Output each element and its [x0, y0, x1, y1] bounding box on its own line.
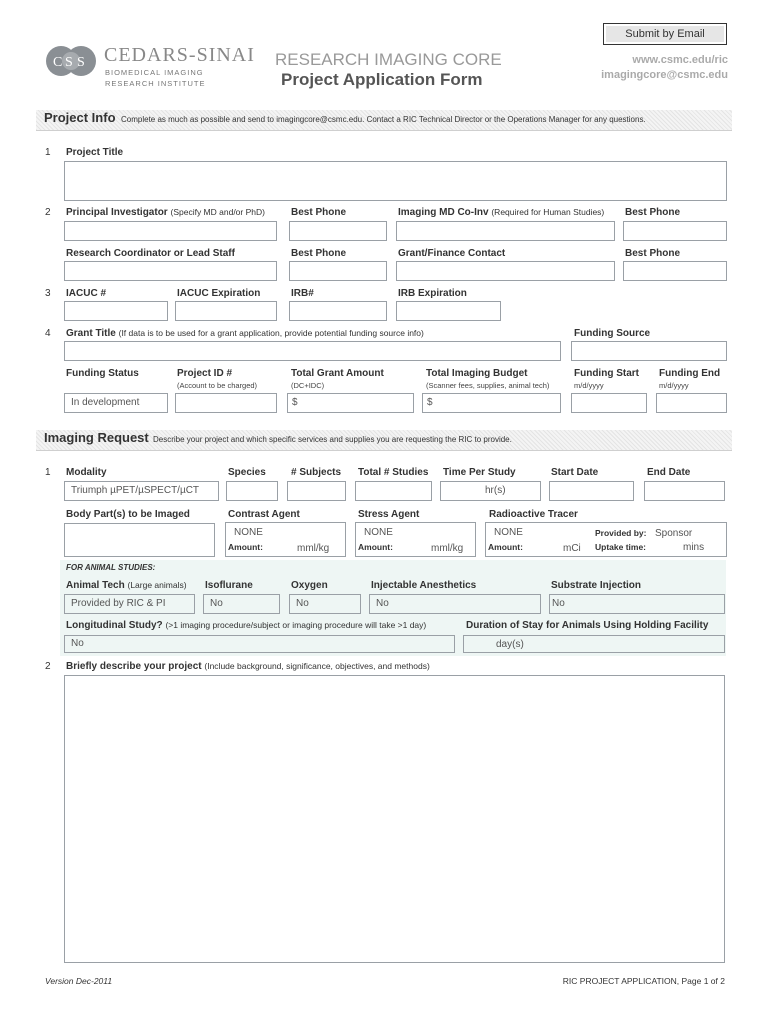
row-number: 2	[45, 207, 51, 218]
longitudinal-label-text: Longitudinal Study?	[66, 620, 163, 631]
injectable-field[interactable]	[369, 594, 541, 614]
subjects-field[interactable]	[287, 481, 346, 501]
irb-exp-field[interactable]	[396, 301, 501, 321]
footer-page: RIC PROJECT APPLICATION, Page 1 of 2	[562, 976, 725, 986]
species-field[interactable]	[226, 481, 278, 501]
describe-note: (Include background, significance, objectives, and methods)	[204, 661, 430, 671]
total-imaging-sub: (Scanner fees, supplies, animal tech)	[426, 381, 550, 390]
longitudinal-note: (>1 imaging procedure/subject or imaging procedure will take >1 day)	[165, 620, 427, 630]
funding-start-sub: m/d/yyyy	[574, 381, 604, 390]
cs-logo-icon	[44, 44, 98, 78]
end-date-field[interactable]	[644, 481, 725, 501]
stress-amount-unit: mml/kg	[431, 543, 464, 554]
irb-exp-label: IRB Expiration	[398, 288, 467, 299]
radio-amount-unit: mCi	[563, 543, 581, 554]
substrate-value: No	[552, 598, 565, 609]
total-grant-sub: (DC+IDC)	[291, 381, 325, 390]
species-label: Species	[228, 467, 266, 478]
isoflurane-value: No	[210, 598, 223, 609]
injectable-label: Injectable Anesthetics	[371, 580, 477, 591]
project-id-sub: (Account to be charged)	[177, 381, 258, 390]
funding-start-label: Funding Start	[574, 368, 639, 379]
provided-by-value[interactable]: Sponsor	[655, 528, 693, 539]
substrate-field[interactable]	[549, 594, 725, 614]
svg-text:C: C	[53, 55, 63, 70]
longitudinal-select[interactable]	[64, 635, 455, 653]
substrate-label: Substrate Injection	[551, 580, 642, 591]
funding-end-field[interactable]	[656, 393, 727, 413]
end-date-label: End Date	[647, 467, 691, 478]
iacuc-label: IACUC #	[66, 288, 107, 299]
funding-end-sub: m/d/yyyy	[659, 381, 689, 390]
describe-label	[66, 661, 430, 672]
modality-value: Triumph µPET/µSPECT/µCT	[71, 485, 200, 496]
pi-label-text: Principal Investigator	[66, 207, 168, 218]
imaging-md-phone-field[interactable]	[623, 221, 727, 241]
body-parts-field[interactable]	[64, 523, 215, 557]
total-studies-label: Total # Studies	[358, 467, 429, 478]
svg-text:S: S	[77, 55, 85, 70]
total-grant-label: Total Grant Amount	[291, 368, 384, 379]
funding-start-field[interactable]	[571, 393, 647, 413]
funding-status-value: In development	[71, 397, 140, 408]
imaging-request-desc: Describe your project and which specific services and supplies you are requesting the RIC to provide.	[153, 435, 512, 444]
subjects-label: # Subjects	[291, 467, 342, 478]
imaging-md-label	[398, 207, 604, 218]
project-title-field[interactable]	[64, 161, 727, 201]
irb-label: IRB#	[291, 288, 314, 299]
radio-tracer-label: Radioactive Tracer	[489, 509, 578, 520]
funding-status-label: Funding Status	[66, 368, 139, 379]
isoflurane-label: Isoflurane	[205, 580, 253, 591]
project-title-label: Project Title	[66, 147, 124, 158]
total-grant-field[interactable]	[287, 393, 414, 413]
provided-by-label: Provided by:	[595, 528, 647, 538]
uptake-unit: mins	[683, 542, 705, 553]
email-link[interactable]: imagingcore@csmc.edu	[601, 69, 728, 81]
contrast-agent-label: Contrast Agent	[228, 509, 300, 520]
submit-by-email-button[interactable]: Submit by Email	[603, 23, 727, 45]
duration-label: Duration of Stay for Animals Using Holding Facility	[466, 620, 709, 631]
research-coord-field[interactable]	[64, 261, 277, 281]
logo-subtitle-1: BIOMEDICAL IMAGING	[105, 68, 204, 77]
grant-title-note: (If data is to be used for a grant application, provide potential funding source info)	[118, 328, 424, 338]
stress-agent-label: Stress Agent	[358, 509, 420, 520]
duration-unit: day(s)	[496, 639, 524, 650]
pi-note: (Specify MD and/or PhD)	[170, 207, 265, 217]
pi-field[interactable]	[64, 221, 277, 241]
funding-source-field[interactable]	[571, 341, 727, 361]
animal-tech-label-text: Animal Tech	[66, 580, 125, 591]
uptake-time-label: Uptake time:	[595, 542, 647, 552]
grant-contact-label: Grant/Finance Contact	[398, 248, 506, 259]
imaging-md-field[interactable]	[396, 221, 615, 241]
research-coord-label: Research Coordinator or Lead Staff	[66, 248, 235, 259]
website-link[interactable]: www.csmc.edu/ric	[632, 54, 728, 66]
svg-text:S: S	[65, 55, 73, 70]
form-header-title: RESEARCH IMAGING CORE	[275, 50, 502, 69]
iacuc-exp-label: IACUC Expiration	[177, 288, 261, 299]
logo-name: CEDARS-SINAI	[104, 44, 255, 66]
animal-tech-value: Provided by RIC & PI	[71, 598, 166, 609]
funding-source-label: Funding Source	[574, 328, 651, 339]
start-date-label: Start Date	[551, 467, 599, 478]
project-id-label: Project ID #	[177, 368, 233, 379]
imaging-request-title: Imaging Request	[44, 430, 149, 445]
row-number: 2	[45, 661, 51, 672]
radio-tracer-select[interactable]: NONE	[494, 527, 523, 538]
longitudinal-value: No	[71, 638, 84, 649]
total-studies-field[interactable]	[355, 481, 432, 501]
time-per-study-label: Time Per Study	[443, 467, 516, 478]
grant-contact-phone-label: Best Phone	[625, 248, 681, 259]
iacuc-exp-field[interactable]	[175, 301, 277, 321]
project-info-title: Project Info	[44, 110, 116, 125]
imaging-md-note: (Required for Human Studies)	[491, 207, 605, 217]
pi-phone-field[interactable]	[289, 221, 387, 241]
longitudinal-label	[66, 620, 426, 631]
total-grant-value: $	[292, 397, 298, 408]
modality-label: Modality	[66, 467, 107, 478]
row-number: 1	[45, 467, 51, 478]
iacuc-field[interactable]	[64, 301, 168, 321]
grant-contact-field[interactable]	[396, 261, 615, 281]
row-number: 1	[45, 147, 51, 158]
animal-studies-heading: FOR ANIMAL STUDIES:	[66, 563, 156, 572]
pi-phone-label: Best Phone	[291, 207, 347, 218]
imaging-md-label-text: Imaging MD Co-Inv	[398, 207, 489, 218]
total-imaging-field[interactable]	[422, 393, 561, 413]
grant-title-label-text: Grant Title	[66, 328, 116, 339]
imaging-md-phone-label: Best Phone	[625, 207, 681, 218]
stress-agent-select[interactable]: NONE	[364, 527, 393, 538]
project-info-desc: Complete as much as possible and send to imagingcore@csmc.edu. Contact a RIC Technical Director or the Operations Manager for any questions.	[121, 115, 646, 124]
start-date-field[interactable]	[549, 481, 634, 501]
oxygen-value: No	[296, 598, 309, 609]
project-description-field[interactable]	[64, 675, 725, 963]
animal-tech-label	[66, 580, 187, 591]
stress-amount-label: Amount:	[358, 542, 393, 552]
describe-label-text: Briefly describe your project	[66, 661, 202, 672]
pi-label	[66, 207, 265, 218]
time-unit: hr(s)	[485, 485, 506, 496]
logo-subtitle-2: RESEARCH INSTITUTE	[105, 79, 206, 88]
radio-amount-label: Amount:	[488, 542, 523, 552]
body-parts-label: Body Part(s) to be Imaged	[66, 509, 190, 520]
contrast-amount-unit: mml/kg	[297, 543, 330, 554]
grant-contact-phone-field[interactable]	[623, 261, 727, 281]
cedars-sinai-logo	[44, 44, 98, 78]
oxygen-label: Oxygen	[291, 580, 328, 591]
contrast-amount-label: Amount:	[228, 542, 263, 552]
funding-end-label: Funding End	[659, 368, 721, 379]
contrast-agent-select[interactable]: NONE	[234, 527, 263, 538]
row-number: 3	[45, 288, 51, 299]
animal-tech-note: (Large animals)	[127, 580, 187, 590]
irb-field[interactable]	[289, 301, 387, 321]
coord-phone-label: Best Phone	[291, 248, 347, 259]
total-imaging-label: Total Imaging Budget	[426, 368, 528, 379]
grant-title-field[interactable]	[64, 341, 561, 361]
coord-phone-field[interactable]	[289, 261, 387, 281]
project-id-field[interactable]	[175, 393, 277, 413]
grant-title-label	[66, 328, 424, 339]
footer-version: Version Dec-2011	[45, 976, 113, 986]
injectable-value: No	[376, 598, 389, 609]
total-imaging-value: $	[427, 397, 433, 408]
row-number: 4	[45, 328, 51, 339]
form-title: Project Application Form	[281, 70, 483, 89]
